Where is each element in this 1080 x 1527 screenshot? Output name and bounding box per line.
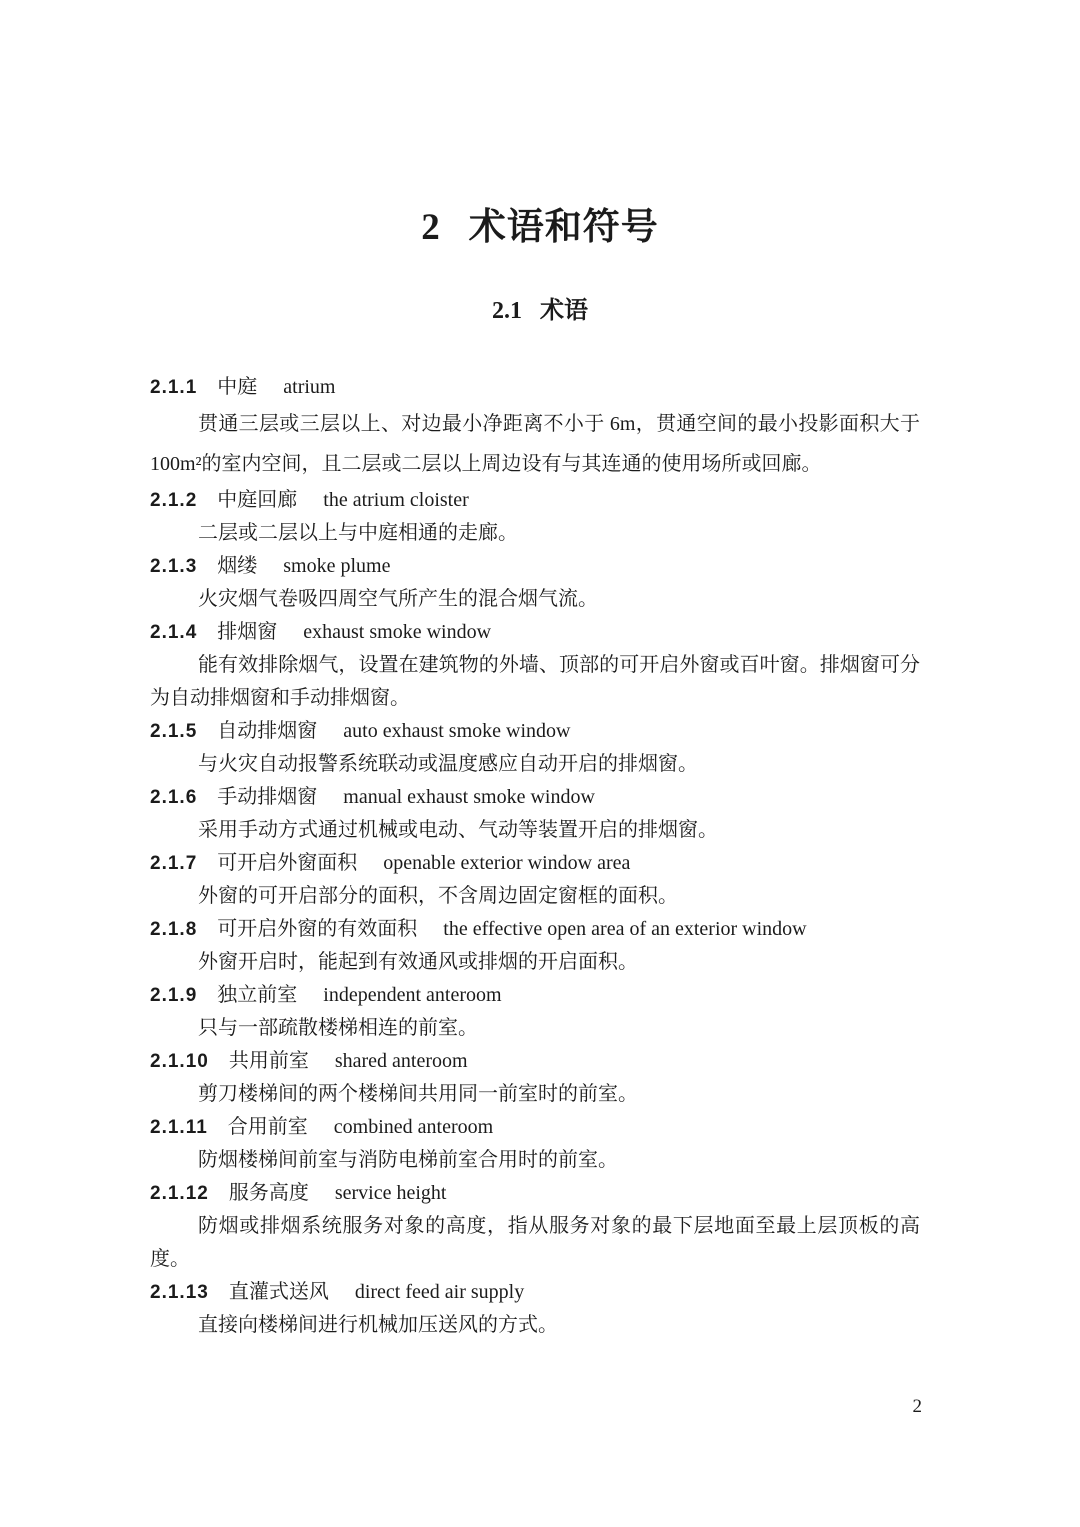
- term-entry: [150, 715, 920, 781]
- term-definition: 火灾烟气卷吸四周空气所产生的混合烟气流。: [198, 588, 598, 610]
- term-en: auto exhaust smoke window: [343, 720, 571, 742]
- term-en: openable exterior window area: [383, 852, 631, 874]
- section-title-text: 术语: [540, 298, 588, 324]
- term-number: 2.1.2: [150, 490, 198, 511]
- term-number: 2.1.4: [150, 622, 198, 643]
- term-en: the atrium cloister: [323, 489, 469, 511]
- term-zh: 自动排烟窗: [217, 720, 318, 742]
- term-heading: [150, 484, 920, 517]
- section-number: 2.1: [492, 298, 522, 324]
- term-definition: 采用手动方式通过机械或电动、气动等装置开启的排烟窗。: [198, 819, 718, 841]
- term-definition: 贯通三层或三层以上、对边最小净距离不小于 6m，贯通空间的最小投影面积大于100m²的室内空间，且二层或二层以上周边设有与其连通的使用场所或回廊。: [150, 413, 920, 475]
- term-en: independent anteroom: [323, 984, 502, 1006]
- term-en: combined anteroom: [333, 1116, 494, 1138]
- term-definition: 防烟或排烟系统服务对象的高度，指从服务对象的最下层地面至最上层顶板的高度。: [150, 1215, 920, 1270]
- term-entry: [150, 913, 920, 979]
- term-en: smoke plume: [283, 555, 391, 577]
- term-number: 2.1.7: [150, 853, 198, 874]
- term-number: 2.1.1: [150, 377, 198, 398]
- term-heading: [150, 979, 920, 1012]
- term-number: 2.1.12: [150, 1183, 209, 1204]
- term-entry: [150, 616, 920, 715]
- term-zh: 可开启外窗的有效面积: [217, 918, 418, 940]
- chapter-number: 2: [421, 207, 441, 248]
- term-entry: [150, 484, 920, 550]
- term-en: the effective open area of an exterior window: [443, 918, 807, 940]
- term-zh: 中庭回廊: [217, 489, 298, 511]
- term-number: 2.1.13: [150, 1282, 209, 1303]
- term-zh: 直灌式送风: [228, 1281, 329, 1303]
- term-en: exhaust smoke window: [303, 621, 492, 643]
- term-heading: [150, 847, 920, 880]
- term-heading: [150, 371, 920, 404]
- term-definition: 二层或二层以上与中庭相通的走廊。: [198, 522, 518, 544]
- term-definition: 能有效排除烟气，设置在建筑物的外墙、顶部的可开启外窗或百叶窗。排烟窗可分为自动排烟窗和手动排烟窗。: [150, 654, 920, 709]
- term-entry: [150, 979, 920, 1045]
- term-entry: [150, 847, 920, 913]
- term-heading: [150, 1177, 920, 1210]
- term-number: 2.1.10: [150, 1051, 209, 1072]
- term-number: 2.1.9: [150, 985, 198, 1006]
- term-entry: [150, 781, 920, 847]
- term-heading: [150, 715, 920, 748]
- term-zh: 排烟窗: [217, 621, 278, 643]
- term-en: direct feed air supply: [354, 1281, 525, 1303]
- term-entry: [150, 1045, 920, 1111]
- term-heading: [150, 1276, 920, 1309]
- term-number: 2.1.8: [150, 919, 198, 940]
- term-entry: [150, 371, 920, 484]
- term-heading: [150, 1111, 920, 1144]
- term-en: atrium: [283, 376, 336, 398]
- term-definition: 只与一部疏散楼梯相连的前室。: [198, 1017, 478, 1039]
- term-entry: [150, 1177, 920, 1276]
- term-zh: 服务高度: [228, 1182, 309, 1204]
- term-en: shared anteroom: [334, 1050, 468, 1072]
- term-en: manual exhaust smoke window: [343, 786, 595, 808]
- term-entry: [150, 1111, 920, 1177]
- term-zh: 手动排烟窗: [217, 786, 318, 808]
- term-zh: 烟缕: [217, 555, 258, 577]
- term-number: 2.1.6: [150, 787, 198, 808]
- chapter-title: [0, 0, 1080, 250]
- term-definition: 直接向楼梯间进行机械加压送风的方式。: [198, 1314, 558, 1336]
- term-definition: 与火灾自动报警系统联动或温度感应自动开启的排烟窗。: [198, 753, 698, 775]
- term-number: 2.1.5: [150, 721, 198, 742]
- term-zh: 独立前室: [217, 984, 298, 1006]
- section-title: [0, 290, 1080, 325]
- term-zh: 合用前室: [227, 1116, 308, 1138]
- term-definition: 防烟楼梯间前室与消防电梯前室合用时的前室。: [198, 1149, 618, 1171]
- term-heading: [150, 550, 920, 583]
- term-heading: [150, 616, 920, 649]
- term-zh: 可开启外窗面积: [217, 852, 358, 874]
- page-number: 2: [912, 1396, 922, 1417]
- term-number: 2.1.11: [150, 1117, 208, 1138]
- term-number: 2.1.3: [150, 556, 198, 577]
- term-entry: [150, 1276, 920, 1342]
- term-zh: 共用前室: [228, 1050, 309, 1072]
- term-definition: 外窗开启时，能起到有效通风或排烟的开启面积。: [198, 951, 638, 973]
- chapter-title-text: 术语和符号: [468, 207, 659, 248]
- term-heading: [150, 1045, 920, 1078]
- term-heading: [150, 913, 920, 946]
- term-en: service height: [334, 1182, 447, 1204]
- term-zh: 中庭: [217, 376, 258, 398]
- terms-list: [150, 371, 920, 1342]
- term-heading: [150, 781, 920, 814]
- term-definition: 剪刀楼梯间的两个楼梯间共用同一前室时的前室。: [198, 1083, 638, 1105]
- term-entry: [150, 550, 920, 616]
- term-definition: 外窗的可开启部分的面积，不含周边固定窗框的面积。: [198, 885, 678, 907]
